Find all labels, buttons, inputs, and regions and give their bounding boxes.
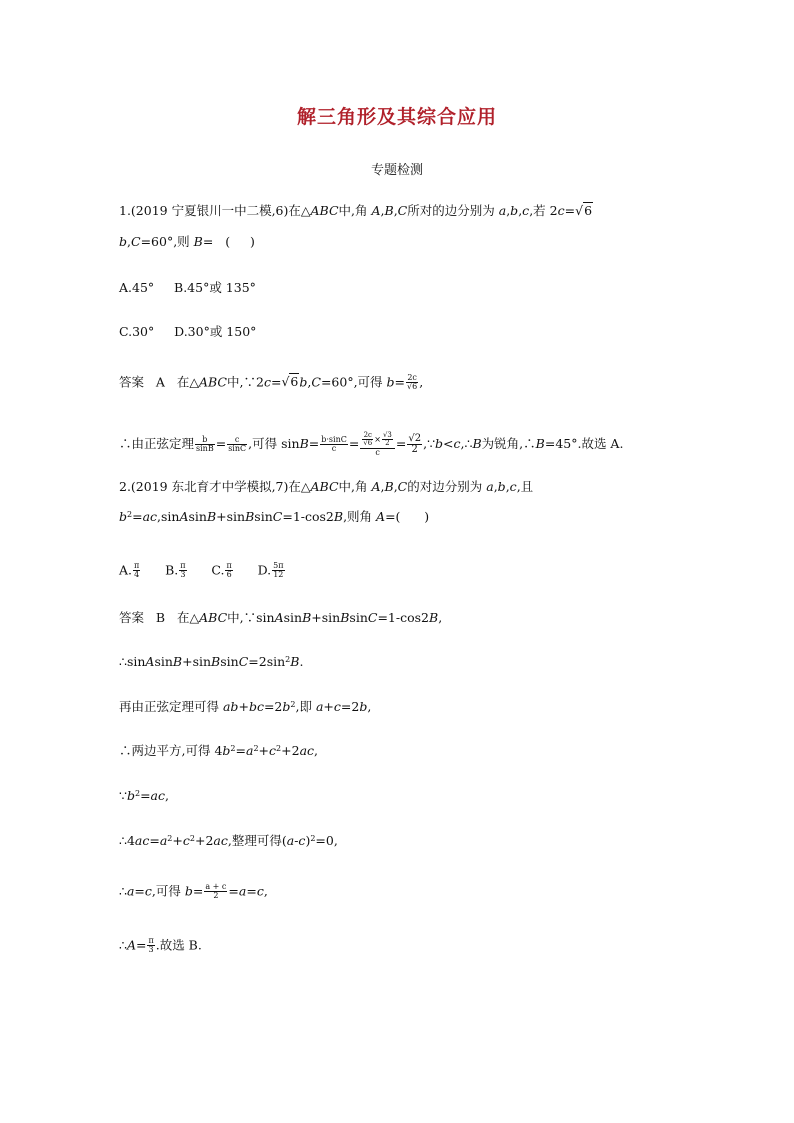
q2-answer-line6: $\therefore 4ac=a^2+c^2+2ac$,整理可得$(a-c)^2=0$, — [119, 833, 338, 848]
q1-answer-line2: ∴由正弦定理 $\frac{b}{\sin B}$ = $\frac{c}{\sin C}$ ,可得 sinB= $\frac{b\cdot\sin C}{c}$ = $\frac{2c}{√6}$ × $\frac{√3}{2}$ c = $\frac{√2}{2}$ ,∵b<c,∴B为锐角,∴B=45°.故选 A. — [119, 431, 624, 457]
q2-answer-line1: 答案 B 在△ABC中,∵sinAsinB+sinBsinC=1-cos2B, — [119, 610, 443, 625]
q2-answer-line4: ∴两边平方,可得 $4b^2=a^2+c^2+2ac$, — [119, 743, 319, 758]
q1-options-line2: C.30° D.30°或 150° — [119, 324, 257, 339]
q2-options: A. $\frac{\pi}{4}$ B. $\frac{\pi}{3}$ C. $\frac{\pi}{6}$ D. $\frac{5\pi}{12}$ — [119, 561, 284, 580]
q1-options-line1: A.45° B.45°或 135° — [119, 280, 256, 295]
q2-stem-line1: 2.(2019 东北育才中学模拟,7)在△ABC中,角 A,B,C的对边分别为 a,b,c,且 — [119, 479, 534, 494]
q1-answer-line1: 答案 A 在△ABC中,∵2c=√6b,C=60°,可得 b= $\frac{2c}{√6}$ , — [119, 373, 424, 392]
q1-stem-line1: 1.(2019 宁夏银川一中二模,6)在△ABC中,角 A,B,C所对的边分别为 a,b,c,若 2c=√6 — [119, 203, 593, 218]
q2-answer-line5: $\because b^2=ac$, — [119, 788, 169, 803]
q1-stem-line2: b,C=60°,则 B= ( ) — [119, 234, 255, 249]
q2-stem-line2: $b^2=ac,sinAsinB+sinBsinC=1-\cos 2B$,则角 A=( ) — [119, 509, 430, 524]
page-subtitle: 专题检测 — [370, 163, 423, 178]
q2-answer-line7: ∴a=c,可得 b= $\frac{a + c}{2}$ =a=c, — [119, 882, 268, 901]
q2-answer-line3: 再由正弦定理可得 $ab+bc=2b^2$,即 a+c=2b, — [119, 699, 372, 714]
q2-answer-line2: $\therefore sinAsinB+sinBsinC=2\sin^2B$. — [119, 654, 304, 669]
q2-answer-line8: ∴A= $\frac{\pi}{3}$ .故选 B. — [119, 936, 202, 955]
page-title: 解三角形及其综合应用 — [296, 106, 497, 128]
